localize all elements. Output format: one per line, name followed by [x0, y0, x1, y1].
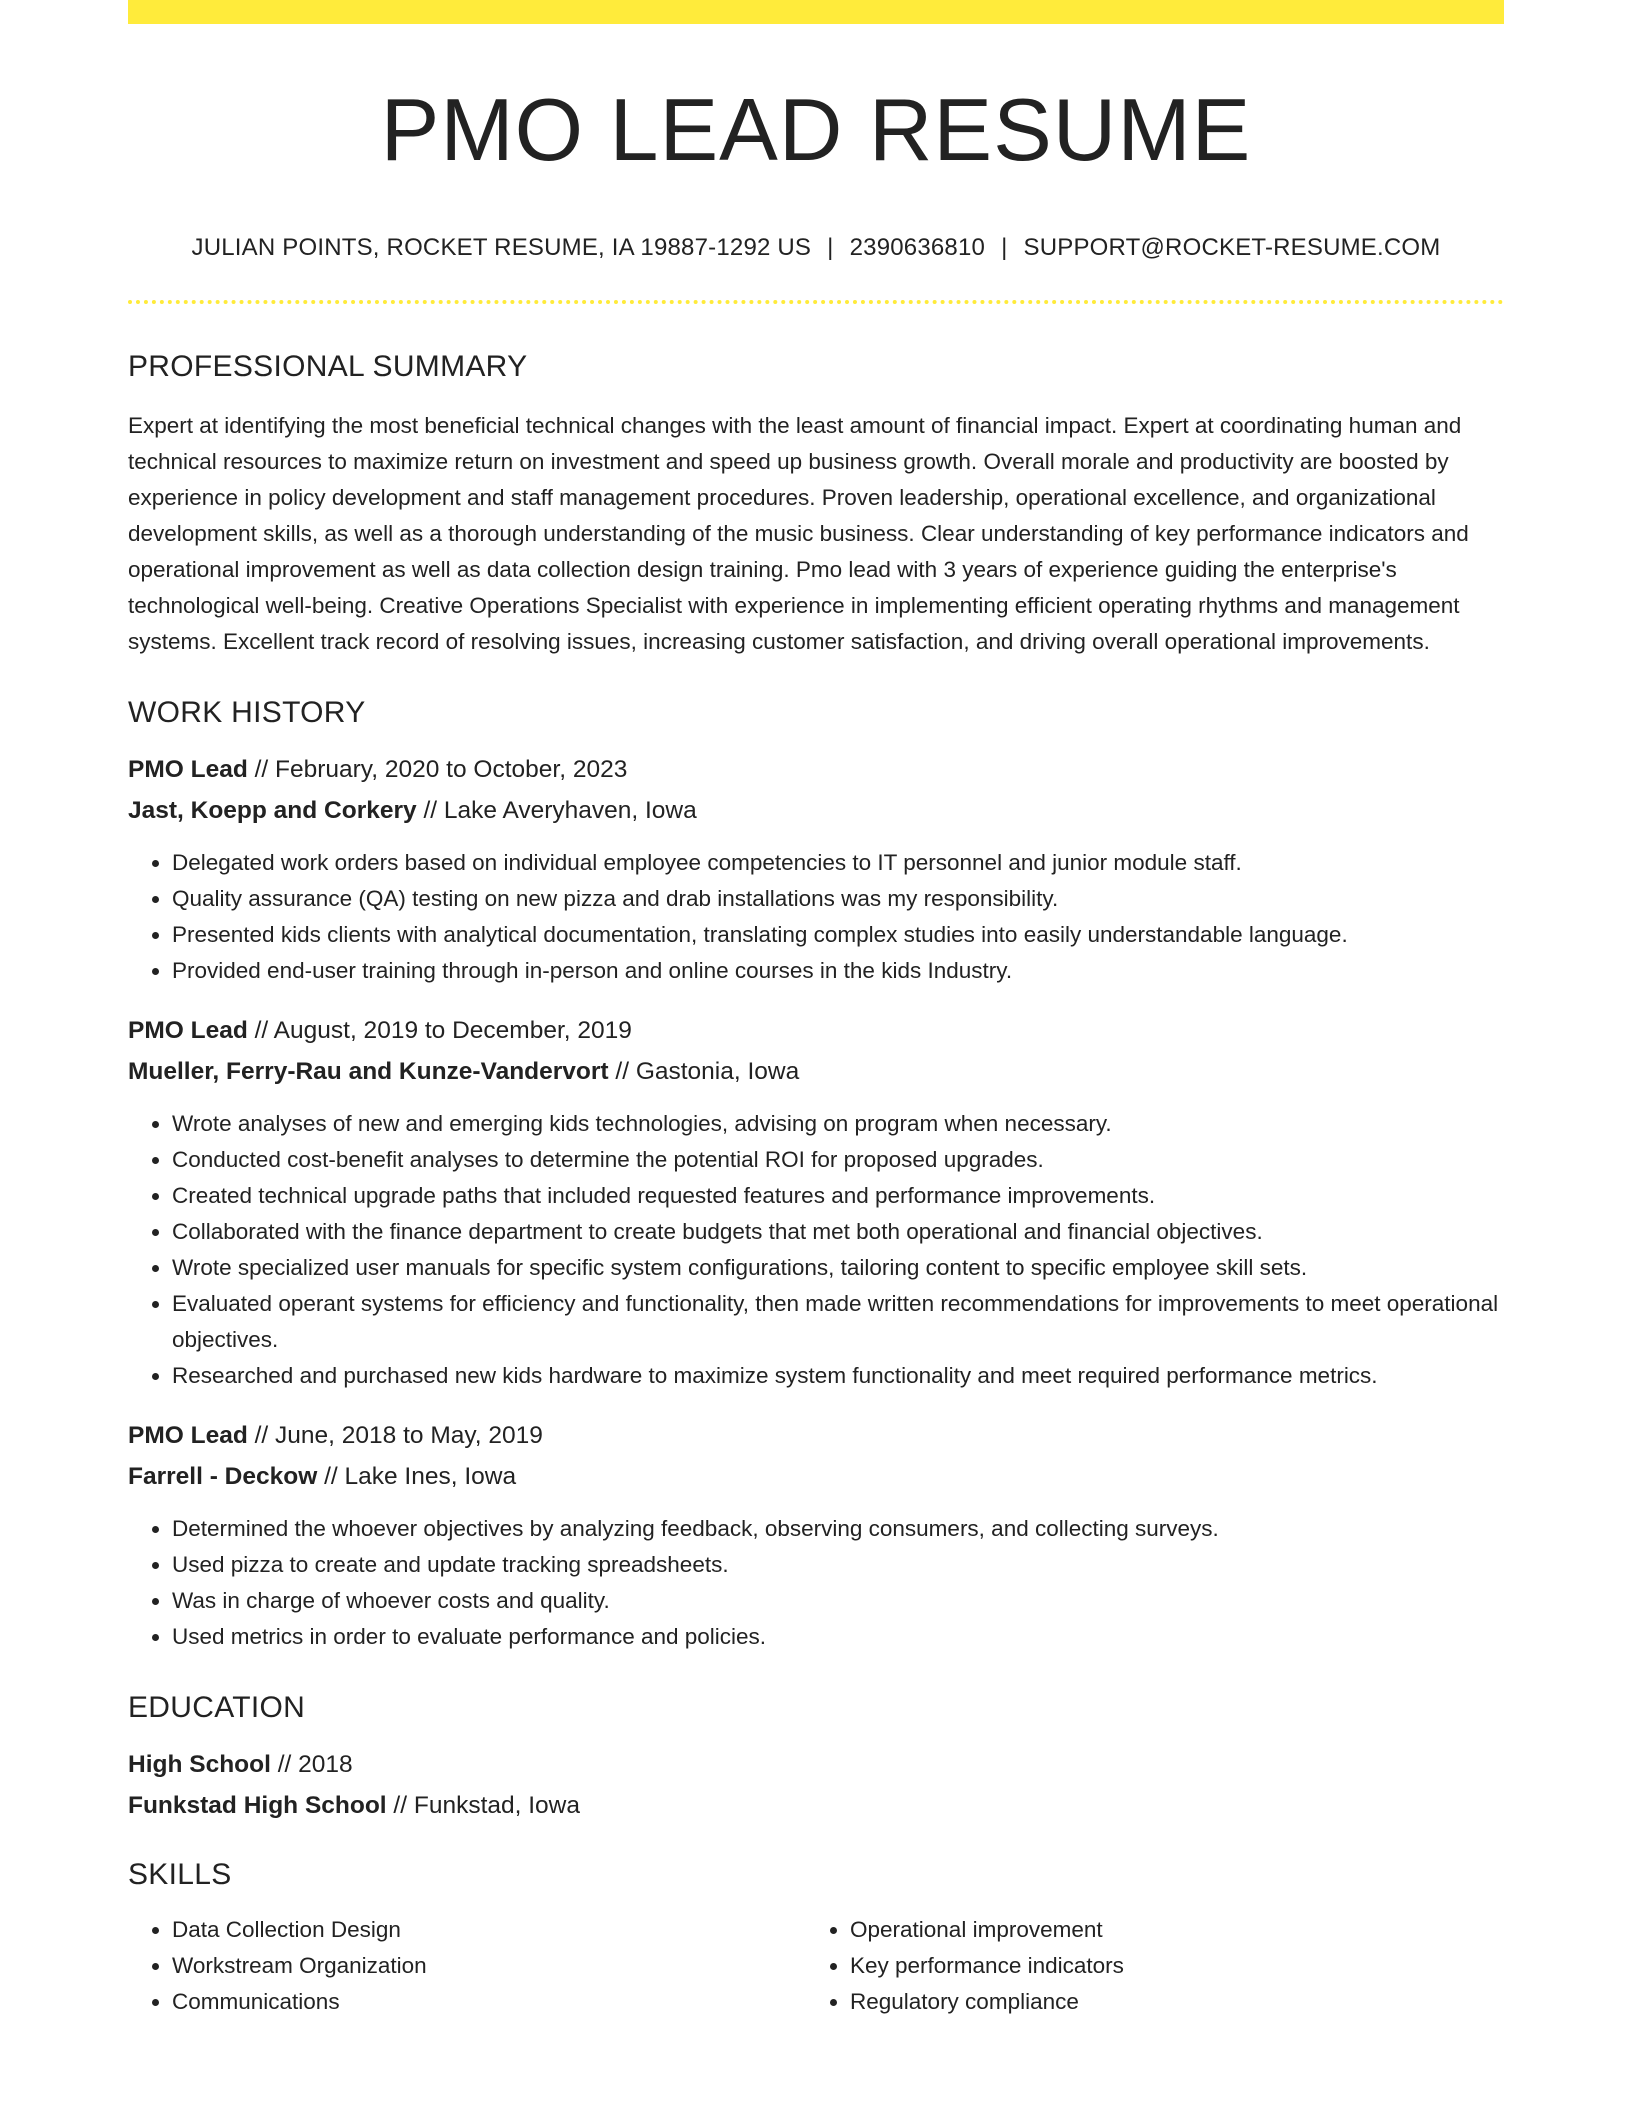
education-degree-line: [128, 1753, 1504, 1778]
job-location: // Gastonia, Iowa: [608, 1057, 800, 1085]
list-item: • Collaborated with the finance department to create budgets that met both operational and financial objectives.: [172, 1214, 1504, 1250]
resume-page: [128, 0, 1504, 2020]
list-item: • Conducted cost-benefit analyses to determine the potential ROI for proposed upgrades.: [172, 1142, 1504, 1178]
job-dates: // June, 2018 to May, 2019: [247, 1422, 543, 1449]
education-school: Funkstad High School: [128, 1791, 387, 1819]
list-item: • Provided end-user training through in-person and online courses in the kids Industry.: [172, 953, 1504, 989]
contact-address: JULIAN POINTS, ROCKET RESUME, IA 19887-1292 US: [191, 234, 812, 261]
job-title-line: [128, 758, 1504, 783]
list-item: • Evaluated operant systems for efficiency and functionality, then made written recommendations for improvements to meet operational objectives.: [172, 1286, 1504, 1358]
skills-right-list: [806, 1912, 1484, 2020]
job-bullets: [128, 845, 1504, 989]
list-item: • Determined the whoever objectives by analyzing feedback, observing consumers, and collecting surveys.: [172, 1511, 1504, 1547]
education-location: // Funkstad, Iowa: [386, 1791, 580, 1819]
job-title-line: [128, 1424, 1504, 1449]
list-item: • Used metrics in order to evaluate performance and policies.: [172, 1619, 1504, 1655]
education-heading: EDUCATION: [128, 1691, 306, 1724]
list-item: • Quality assurance (QA) testing on new pizza and drab installations was my responsibility.: [172, 881, 1504, 917]
job-company: Farrell - Deckow: [128, 1462, 318, 1490]
accent-top-bar: [128, 0, 1504, 24]
skill-item: • Key performance indicators: [850, 1948, 1484, 1984]
skill-item: • Communications: [172, 1984, 806, 2020]
list-item: • Wrote analyses of new and emerging kids technologies, advising on program when necessary.: [172, 1106, 1504, 1142]
education-year: // 2018: [270, 1751, 353, 1778]
education-entry: [128, 1753, 1504, 1818]
job-entry: [128, 1424, 1504, 1655]
skills-left-list: [128, 1912, 806, 2020]
resume-title: PMO LEAD RESUME: [380, 80, 1252, 179]
list-item: • Created technical upgrade paths that included requested features and performance improvements.: [172, 1178, 1504, 1214]
list-item: • Presented kids clients with analytical documentation, translating complex studies into easily understandable language.: [172, 917, 1504, 953]
job-dates: // August, 2019 to December, 2019: [247, 1017, 632, 1044]
job-company-line: [128, 1057, 1504, 1085]
dotted-divider: [128, 300, 1504, 304]
job-dates: // February, 2020 to October, 2023: [247, 756, 628, 783]
job-location: // Lake Ines, Iowa: [317, 1462, 517, 1490]
education-degree: High School: [128, 1751, 271, 1778]
skill-item: • Operational improvement: [850, 1912, 1484, 1948]
skills-heading: SKILLS: [128, 1858, 232, 1891]
contact-line: [128, 236, 1504, 260]
contact-separator: |: [827, 234, 834, 261]
skill-item: • Data Collection Design: [172, 1912, 806, 1948]
skill-item: • Workstream Organization: [172, 1948, 806, 1984]
education-school-line: [128, 1791, 1504, 1819]
job-role: PMO Lead: [128, 1017, 248, 1044]
summary-text: Expert at identifying the most beneficial technical changes with the least amount of financial impact. Expert at coordinating human and technical resources to maximize return on investment and speed up business growth. Overall morale and productivity are boosted by experience in policy development and staff management procedures. Proven leadership, operational excellence, and organizational development skills, as well as a thorough understanding of the music business. Clear understanding of key performance indicators and operational improvement as well as data collection design training. Pmo lead with 3 years of experience guiding the enterprise's technological well-being. Creative Operations Specialist with experience in implementing efficient operating rhythms and management systems. Excellent track record of resolving issues, increasing customer satisfaction, and driving overall operational improvements.: [128, 413, 1469, 654]
list-item: • Delegated work orders based on individual employee competencies to IT personnel and junior module staff.: [172, 845, 1504, 881]
job-bullets: [128, 1511, 1504, 1655]
job-entry: [128, 758, 1504, 989]
job-role: PMO Lead: [128, 1422, 248, 1449]
job-bullets: [128, 1106, 1504, 1394]
skill-item: • Regulatory compliance: [850, 1984, 1484, 2020]
contact-phone: 2390636810: [849, 234, 986, 261]
contact-email: SUPPORT@ROCKET-RESUME.COM: [1023, 234, 1441, 261]
job-location: // Lake Averyhaven, Iowa: [416, 796, 697, 824]
list-item: • Used pizza to create and update tracking spreadsheets.: [172, 1547, 1504, 1583]
job-company: Mueller, Ferry-Rau and Kunze-Vandervort: [128, 1057, 609, 1085]
job-entry: [128, 1019, 1504, 1394]
job-company-line: [128, 1462, 1504, 1490]
job-company: Jast, Koepp and Corkery: [128, 796, 417, 824]
job-title-line: [128, 1019, 1504, 1044]
job-company-line: [128, 796, 1504, 824]
job-role: PMO Lead: [128, 756, 248, 783]
work-history-heading: WORK HISTORY: [128, 696, 366, 729]
list-item: • Wrote specialized user manuals for specific system configurations, tailoring content to specific employee skill sets.: [172, 1250, 1504, 1286]
skills-columns: [128, 1912, 1504, 2020]
contact-separator: |: [1001, 234, 1008, 261]
list-item: • Was in charge of whoever costs and quality.: [172, 1583, 1504, 1619]
summary-heading: PROFESSIONAL SUMMARY: [128, 350, 528, 383]
list-item: • Researched and purchased new kids hardware to maximize system functionality and meet required performance metrics.: [172, 1358, 1504, 1394]
